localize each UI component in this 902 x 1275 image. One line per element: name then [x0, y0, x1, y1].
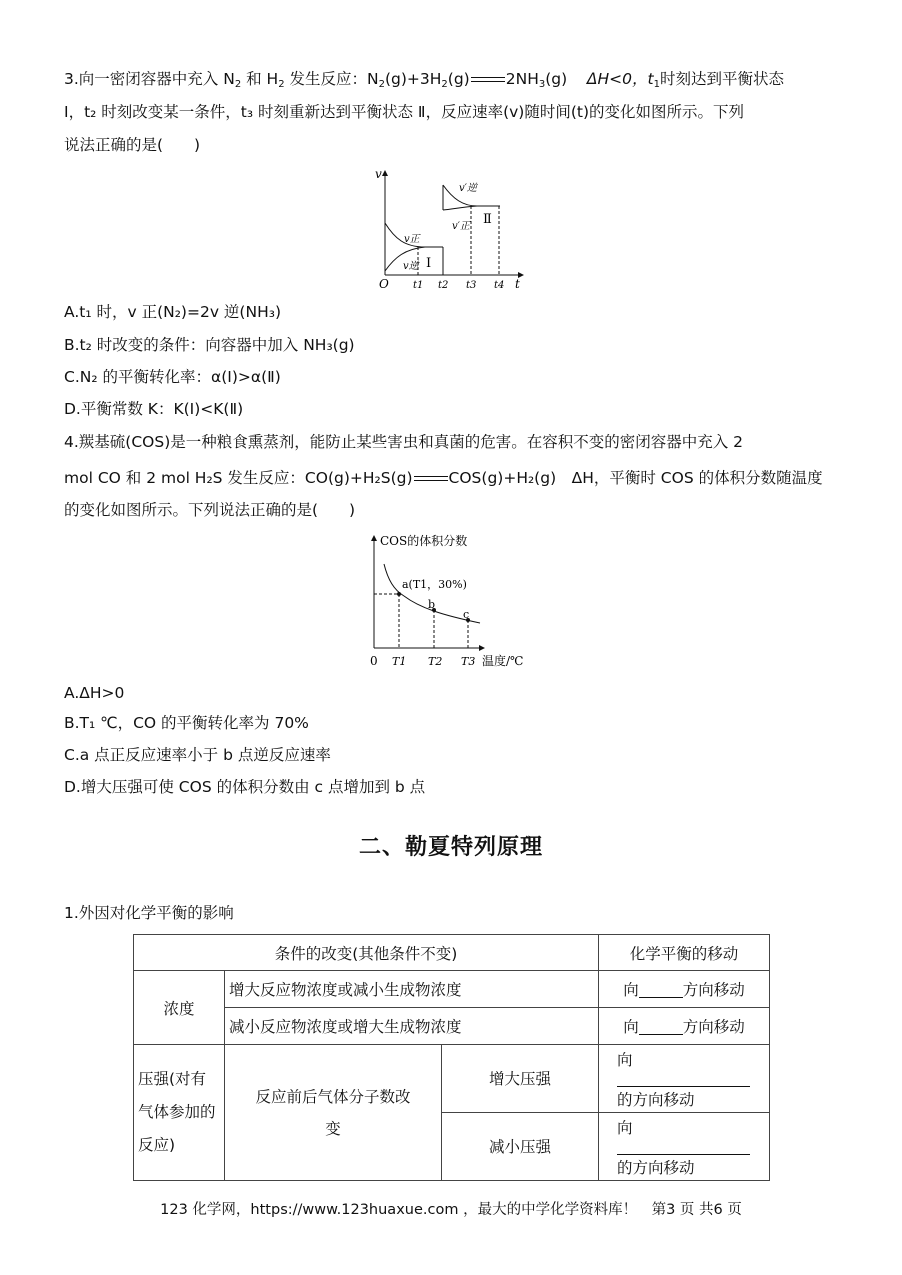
y-axis-label: v [375, 167, 382, 181]
q3-line2: Ⅰ，t₂ 时刻改变某一条件，t₃ 时刻重新达到平衡状态 Ⅱ，反应速率(v)随时间(t)的变化如图所示。下列 [64, 103, 745, 121]
origin-label: 0 [370, 654, 378, 668]
equilibrium-arrow-icon [471, 76, 505, 84]
pressure-inc-answer: 向的方向移动 [599, 1045, 770, 1113]
pressure-increase: 增大压强 [442, 1045, 599, 1113]
t2-tick-label: t2 [438, 280, 449, 291]
tick-t3: T3 [461, 655, 476, 668]
answer-blank[interactable] [617, 1140, 750, 1155]
conc-row2-condition: 减小反应物浓度或增大生成物浓度 [225, 1008, 599, 1045]
tick-t1: T1 [392, 655, 407, 668]
q4-option-b: B.T₁ ℃，CO 的平衡转化率为 70% [64, 714, 309, 732]
conc-row1-condition: 增大反应物浓度或减小生成物浓度 [225, 971, 599, 1008]
answer-blank[interactable] [639, 1020, 683, 1035]
section-title: 二、勒夏特列原理 [358, 835, 543, 860]
q3-line1: 3.向一密闭容器中充入 $N_2$ 和 $H_2$ 发生反应：$N_2(g)+3H_2(g)$ $2NH_3(g)$ ΔH<0，$t_1$时刻达到平衡状态 [64, 70, 784, 90]
row-concentration: 浓度 [134, 971, 225, 1045]
q4-option-d: D.增大压强可使 COS 的体积分数由 c 点增加到 b 点 [64, 778, 426, 796]
conc-row2-answer: 向 方向移动 [599, 1008, 770, 1045]
state-1-label: Ⅰ [426, 256, 432, 271]
q4-line2: mol CO 和 2 mol H₂S 发生反应：CO(g)+H₂S(g) COS(g)+H₂(g) ΔH，平衡时 COS 的体积分数随温度 [64, 469, 823, 487]
point-a [397, 592, 401, 596]
t3-tick-label: t3 [466, 280, 477, 291]
x-axis-label: 温度/℃ [482, 654, 524, 668]
conc-row1-answer: 向 方向移动 [599, 971, 770, 1008]
equilibrium-shift-table [133, 934, 770, 1181]
q4-option-c: C.a 点正反应速率小于 b 点逆反应速率 [64, 746, 331, 764]
q3-line3: 说法正确的是( ) [64, 136, 201, 154]
q3-option-d: D.平衡常数 K：K(Ⅰ)<K(Ⅱ) [64, 400, 244, 418]
v-forward-prime-curve [443, 206, 477, 210]
point-a-label: a(T1，30%) [402, 578, 467, 591]
row-pressure: 压强(对有气体参加的反应) [134, 1045, 225, 1181]
subheading: 1.外因对化学平衡的影响 [64, 904, 234, 922]
origin-label: O [379, 277, 389, 291]
v-forward-prime-label: v′正 [452, 221, 470, 232]
x-axis-label: t [515, 277, 520, 291]
q4-line3: 的变化如图所示。下列说法正确的是( ) [64, 501, 356, 519]
pressure-dec-answer: 向的方向移动 [599, 1113, 770, 1181]
v-reverse-prime-label: v′逆 [459, 183, 477, 194]
q3-option-c: C.N₂ 的平衡转化率：α(Ⅰ)>α(Ⅱ) [64, 368, 281, 386]
point-b-label: b [428, 598, 436, 611]
q3-option-a: A.t₁ 时，v 正(N₂)=2v 逆(NH₃) [64, 303, 281, 321]
y-axis-label: COS的体积分数 [380, 534, 468, 548]
t4-tick-label: t4 [494, 280, 505, 291]
v-reverse-label: v逆 [403, 261, 419, 272]
t1-tick-label: t1 [413, 280, 424, 291]
table-header-shift: 化学平衡的移动 [599, 935, 770, 971]
q4-option-a: A.ΔH>0 [64, 684, 125, 702]
answer-blank[interactable] [617, 1072, 750, 1087]
v-forward-label: v正 [404, 234, 420, 245]
answer-blank[interactable] [639, 983, 683, 998]
tick-t2: T2 [428, 655, 443, 668]
equilibrium-arrow-icon [414, 475, 448, 483]
state-2-label: Ⅱ [483, 212, 492, 227]
page-footer: 123 化学网，https://www.123huaxue.com ，最大的中学化学资料库！ 第3 页 共6 页 [160, 1202, 742, 1218]
point-c-label: c [463, 608, 470, 621]
table-header-condition: 条件的改变(其他条件不变) [134, 935, 599, 971]
pressure-condition: 反应前后气体分子数改变 [225, 1045, 442, 1181]
cos-fraction-chart [362, 528, 542, 673]
q4-line1: 4.羰基硫(COS)是一种粮食熏蒸剂，能防止某些害虫和真菌的危害。在容积不变的密闭容器中充入 2 [64, 433, 744, 451]
rate-time-graph [365, 165, 535, 295]
pressure-decrease: 减小压强 [442, 1113, 599, 1181]
q3-option-b: B.t₂ 时改变的条件：向容器中加入 NH₃(g) [64, 336, 355, 354]
